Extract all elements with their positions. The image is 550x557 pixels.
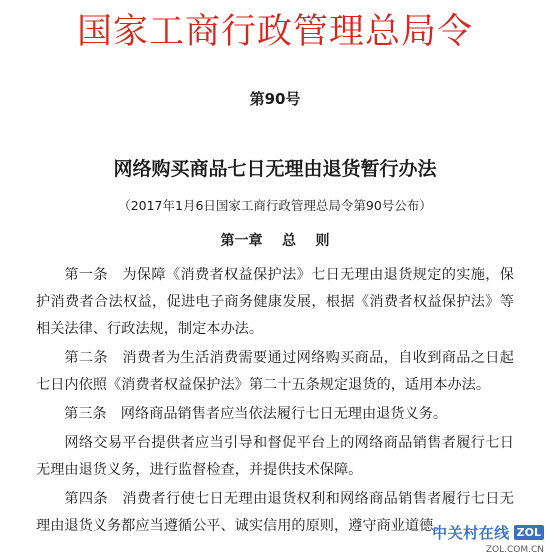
article-paragraph [36, 401, 514, 428]
chapter-heading: 第一章 总 则 [220, 233, 330, 249]
watermark-url: ZOL.COM.CN [485, 545, 544, 555]
article-paragraph [36, 486, 514, 540]
article-text: 网络交易平台提供者应当引导和督促平台上的网络商品销售者履行七日无理由退货义务，进行监督检查，并提供技术保障。 [36, 435, 514, 478]
article-paragraph [36, 262, 514, 343]
decree-title: 国家工商行政管理总局令 [76, 12, 473, 52]
decree-number: 第90号 [249, 90, 301, 108]
zol-logo-icon: ZOL [514, 525, 544, 540]
article-paragraph [36, 430, 514, 484]
article-text: 第四条 消费者行使七日无理由退货权利和网络商品销售者履行七日无理由退货义务都应当遵循公平、诚实信用的原则，遵守商业道德。 [36, 491, 514, 534]
document-subtitle: （2017年1月6日国家工商行政管理总局令第90号公布） [118, 198, 432, 213]
document-title: 网络购买商品七日无理由退货暂行办法 [113, 158, 437, 180]
article-text: 第三条 网络商品销售者应当依法履行七日无理由退货义务。 [64, 406, 448, 422]
watermark-text: 中关村在线 [432, 524, 510, 542]
article-text: 第二条 消费者为生活消费需要通过网络购买商品，自收到商品之日起七日内依照《消费者权益保护法》第二十五条规定退货的，适用本办法。 [36, 350, 514, 393]
article-text: 第一条 为保障《消费者权益保护法》七日无理由退货规定的实施，保护消费者合法权益，促进电子商务健康发展，根据《消费者权益保护法》等相关法律、行政法规，制定本办法。 [36, 267, 514, 337]
article-paragraph [36, 345, 514, 399]
